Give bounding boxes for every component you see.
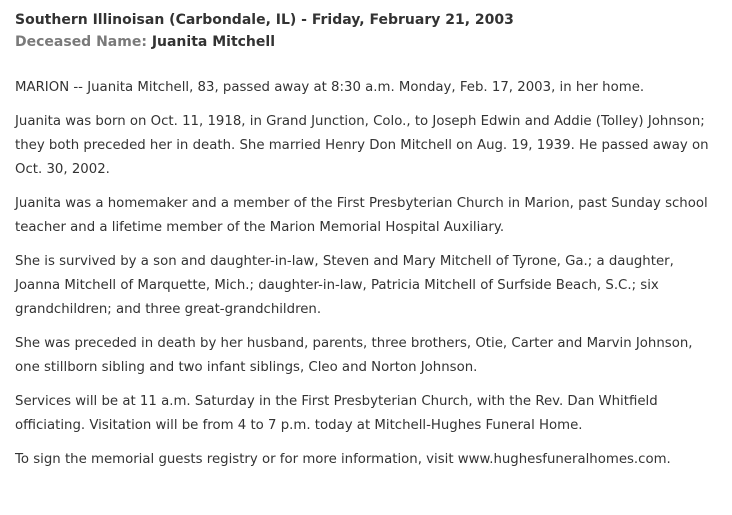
obituary-paragraph-survivors: She is survived by a son and daughter-in-law, Steven and Mary Mitchell of Tyrone, Ga.; a daughter, Joanna Mitchell of Marquette, Mich.; daughter-in-law, Patricia Mitchell of Surfside Beach, S.C.; six grandchildren; and three great-grandchildren. — [15, 254, 674, 317]
obituary-paragraph-preceded: She was preceded in death by her husband, parents, three brothers, Otie, Carter and Marvin Johnson, one stillborn sibling and two infant siblings, Cleo and Norton Johnson. — [15, 336, 693, 375]
newspaper-source-line: Southern Illinoisan (Carbondale, IL) - Friday, February 21, 2003 — [15, 12, 514, 28]
deceased-name: Juanita Mitchell — [151, 34, 275, 50]
obituary-paragraph-registry: To sign the memorial guests registry or for more information, visit www.hughesfuneralhomes.com. — [15, 452, 671, 467]
deceased-name-label: Deceased Name: — [15, 34, 147, 50]
obituary-paragraph-death-notice: MARION -- Juanita Mitchell, 83, passed away at 8:30 a.m. Monday, Feb. 17, 2003, in her home. — [15, 80, 645, 95]
obituary-header — [15, 9, 718, 53]
obituary-body — [15, 76, 718, 472]
obituary-paragraph-services: Services will be at 11 a.m. Saturday in the First Presbyterian Church, with the Rev. Dan Whitfield officiating. Visitation will be from 4 to 7 p.m. today at Mitchell-Hughes Funeral Home. — [15, 394, 658, 433]
obituary-paragraph-life: Juanita was a homemaker and a member of the First Presbyterian Church in Marion, past Sunday school teacher and a lifetime member of the Marion Memorial Hospital Auxiliary. — [15, 196, 708, 235]
obituary-paragraph-birth-marriage: Juanita was born on Oct. 11, 1918, in Grand Junction, Colo., to Joseph Edwin and Addie (Tolley) Johnson; they both preceded her in death. She married Henry Don Mitchell on Aug. 19, 1939. He passed away on Oct. 30, 2002. — [15, 114, 709, 177]
deceased-name-line — [15, 31, 718, 53]
